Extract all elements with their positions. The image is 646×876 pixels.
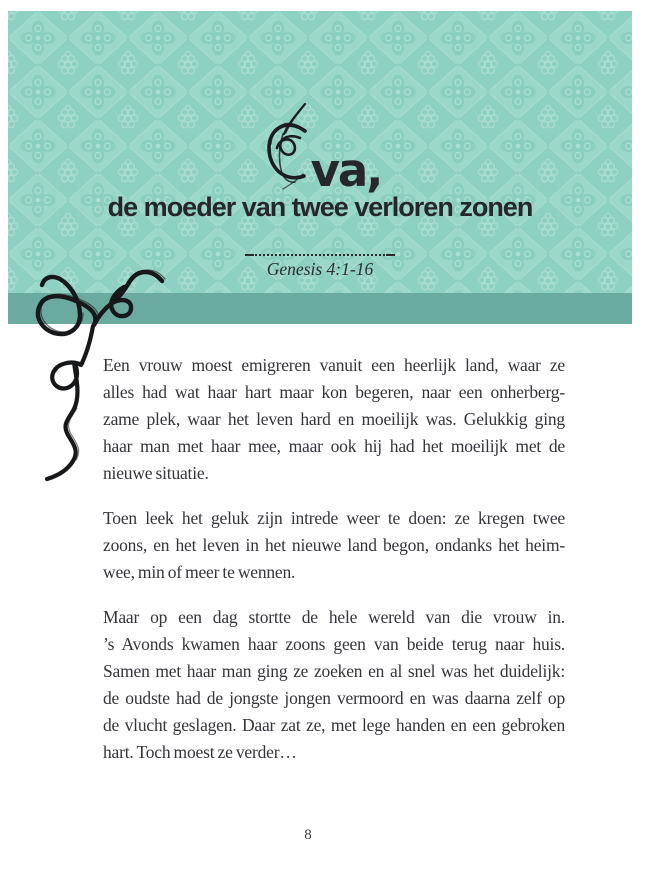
page-number: 8 [304, 827, 312, 843]
text-line: hart. Toch moest ze verder… [103, 742, 297, 762]
scribble-capital-e-icon [259, 101, 317, 193]
body-text [103, 352, 565, 784]
text-line: wee, min of meer te wennen. [103, 562, 296, 582]
divider-row [8, 254, 632, 256]
ribbon-flourish-icon [20, 263, 172, 487]
chapter-subtitle: de moeder van twee verloren zonen [107, 192, 533, 222]
header-content [8, 11, 632, 293]
text-line: de vlucht geslagen. Daar zat ze, met lege handen en een gebroken [103, 715, 565, 735]
text-line: zoons, en het leven in het nieuwe land begon, ondanks het heim- [103, 535, 565, 555]
text-line: Maar op een dag stortte de hele wereld van die vrouw in. [103, 607, 565, 627]
text-line: de oudste had de jongste jongen vermoord en was daarna zelf op [103, 688, 565, 708]
paragraph [103, 352, 565, 487]
paragraph [103, 604, 565, 766]
scripture-reference: Genesis 4:1-16 [266, 259, 374, 279]
rule-dots [255, 254, 385, 256]
rule-dash-left [245, 254, 254, 256]
text-line: alles had wat haar hart maar kon begeren, naar een onherberg- [103, 382, 565, 402]
text-line: nieuwe situatie. [103, 463, 209, 483]
text-line: zame plek, waar het leven hard en moeilijk was. Gelukkig ging [103, 409, 565, 429]
dotted-rule [245, 254, 395, 256]
text-line: Een vrouw moest emigreren vanuit een heerlijk land, waar ze [103, 355, 565, 375]
text-line: haar man met haar mee, maar ook hij had het moeilijk met de [103, 436, 565, 456]
chapter-title [8, 101, 632, 198]
text-line: Samen met haar man ging ze zoeken en al snel was het duidelijk: [103, 661, 565, 681]
paragraph [103, 505, 565, 586]
text-line: Toen leek het geluk zijn intrede weer te doen: ze kregen twee [103, 508, 565, 528]
rule-dash-right [386, 254, 395, 256]
title-rest-text: va, [310, 144, 382, 198]
header-block [8, 11, 632, 293]
text-line: ’s Avonds kwamen haar zoons geen van beide terug naar huis. [103, 634, 565, 654]
